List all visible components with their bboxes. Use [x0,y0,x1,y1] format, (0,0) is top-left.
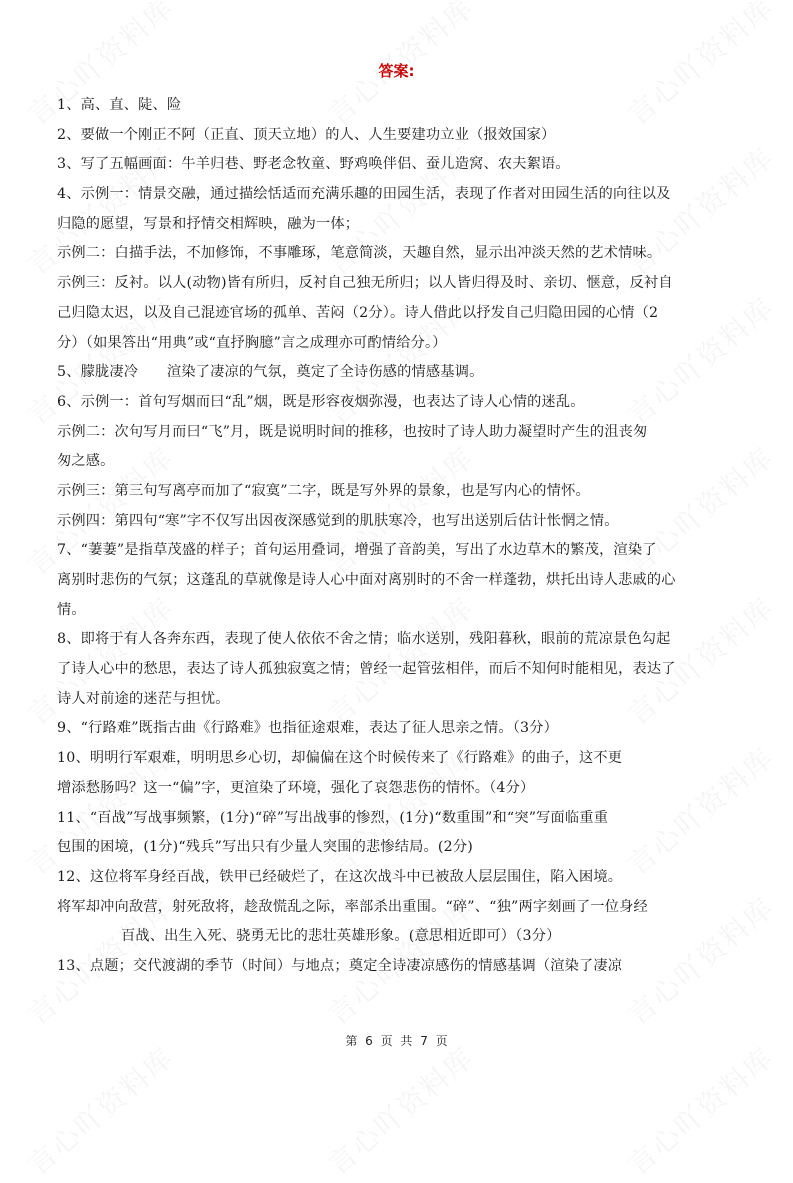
answer-body [57,91,747,982]
answer-line-1: 1、高、直、陡、险 [57,97,182,113]
answer-line-20: 了诗人心中的愁思，表达了诗人孤独寂寞之情；曾经一起管弦相伴，而后不知何时能相见，表达了 [57,661,676,678]
answer-line-22: 9、“行路难”既指古曲《行路难》也指征途艰难，表达了征人思亲之情。（3分） [57,720,559,737]
answer-line-13: 匆之感。 [57,453,115,470]
answer-line-15: 示例四：第四句“寒”字不仅写出因夜深感觉到的肌肤寒冷，也写出送别后估计怅惘之情。 [57,512,619,529]
answer-line-24: 增添愁肠吗？这一“偏”字，更渲染了环境，强化了哀怨悲伤的情怀。（4分） [57,779,535,796]
answer-line-26: 包围的困境，(1分)“残兵”写出只有少量人突围的悲惨结局。(2分) [57,839,473,856]
answer-line-9: 分）（如果答出“用典”或“直抒胸臆”言之成理亦可酌情给分。） [57,334,447,351]
answer-line-25: 11、“百战”写战事频繁，(1分)“碎”写出战事的惨烈，(1分)“数重围”和“突”写面临重重 [57,809,609,826]
answer-line-29: 百战、出生入死、骁勇无比的悲壮英雄形象。(意思相近即可）（3分） [121,928,561,945]
answer-line-18: 情。 [57,601,86,618]
answer-line-7: 示例三：反衬。以人(动物)皆有所归，反衬自己独无所归；以人皆归得及时、亲切、惬意，反衬自 [57,275,673,292]
answer-line-2: 2、要做一个刚正不阿（正直、顶天立地）的人、人生要建功立业（报效国家） [57,126,556,143]
answer-line-12: 示例二：次句写月而曰“飞”月，既是说明时间的推移，也按时了诗人助力凝望时产生的沮丧匆 [57,423,648,440]
answer-line-21: 诗人对前途的迷茫与担忧。 [57,690,230,707]
answer-heading: 答案: [378,62,415,80]
page-number-footer: 第 6 页 共 7 页 [345,1034,448,1048]
answer-line-11: 6、示例一：首句写烟而曰“乱”烟，既是形容夜烟弥漫，也表达了诗人心情的迷乱。 [57,393,585,410]
answer-line-16: 7、“萋萋”是指草茂盛的样子；首句运用叠词，增强了音韵美，写出了水边草木的繁茂，渲染了 [57,542,657,559]
answer-line-5: 归隐的愿望，写景和抒情交相辉映，融为一体； [57,215,360,232]
answer-line-6: 示例二：白描手法，不加修饰，不事雕琢，笔意简淡，天趣自然，显示出冲淡天然的艺术情味。 [57,245,662,262]
answer-line-30: 13、点题；交代渡湖的季节（时间）与地点；奠定全诗凄凉感伤的情感基调（渲染了凄凉 [57,957,623,974]
answer-line-28: 将军却冲向敌营，射死敌将，趁敌慌乱之际，率部杀出重围。“碎”、“独”两字刻画了一位身经 [57,898,648,915]
answer-line-4: 4、示例一：情景交融，通过描绘恬适而充满乐趣的田园生活，表现了作者对田园生活的向往以及 [57,186,671,203]
answer-line-27: 12、这位将军身经百战，铁甲已经破烂了，在这次战斗中已被敌人层层围住，陷入困境。 [57,868,623,885]
answer-line-10: 5、朦胧凄冷 渲染了凄凉的气氛，奠定了全诗伤感的情感基调。 [57,364,484,381]
answer-line-17: 离别时悲伤的气氛；这蓬乱的草就像是诗人心中面对离别时的不舍一样蓬勃，烘托出诗人悲戚的心 [57,572,676,588]
answer-line-14: 示例三：第三句写离亭而加了“寂寞”二字，既是写外界的景象，也是写内心的情怀。 [57,482,590,499]
answer-line-8: 己归隐太迟，以及自己混迹官场的孤单、苦闷（2分）。诗人借此以抒发自己归隐田园的心情（2 [57,304,659,321]
answer-line-19: 8、即将于有人各奔东西，表现了使人依依不舍之情；临水送别，残阳暮秋，眼前的荒凉景色勾起 [57,631,671,648]
answer-line-3: 3、写了五幅画面：牛羊归巷、野老念牧童、野鸡唤伴侣、蚕儿造窝、农夫絮语。 [57,156,570,173]
answer-line-23: 10、明明行军艰难，明明思乡心切，却偏偏在这个时候传来了《行路难》的曲子，这不更 [57,750,623,767]
